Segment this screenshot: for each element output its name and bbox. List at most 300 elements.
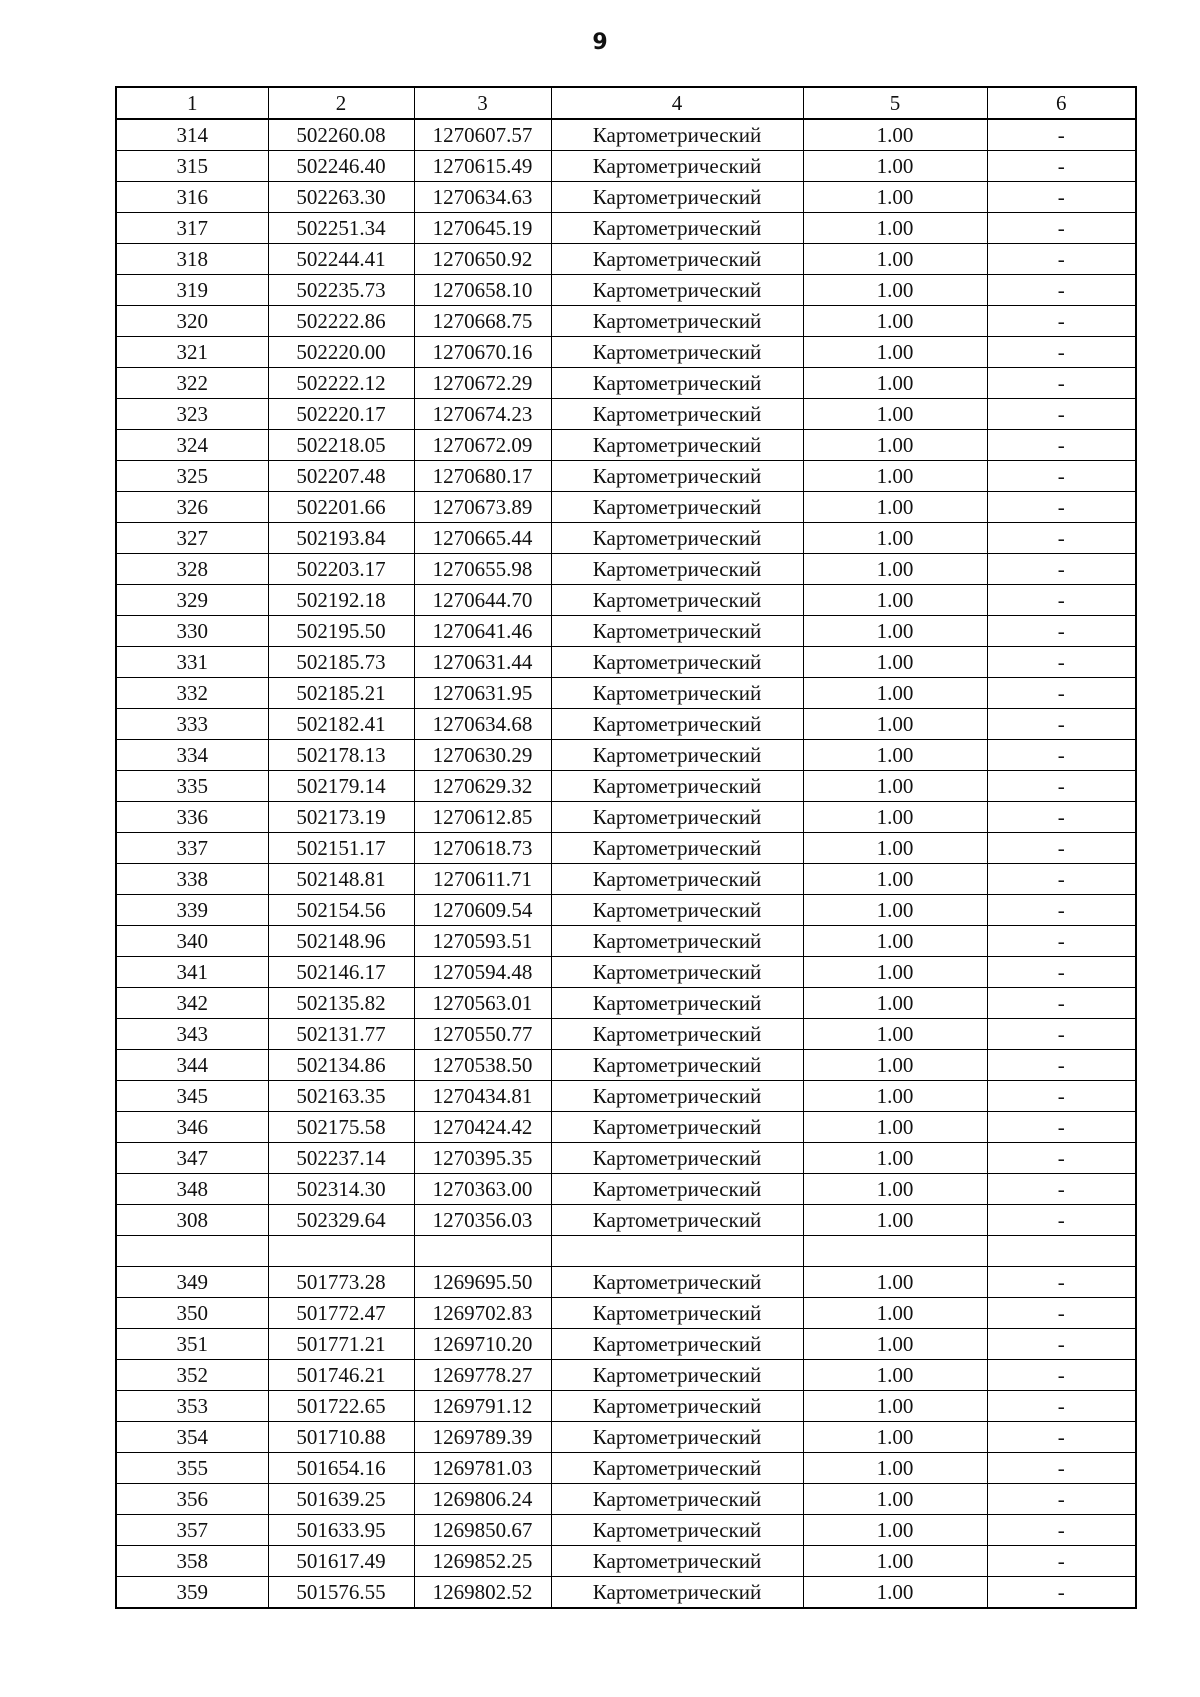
note-cell: - bbox=[987, 1019, 1136, 1050]
accuracy-cell: 1.00 bbox=[803, 244, 987, 275]
method-cell: Картометрический bbox=[551, 492, 803, 523]
table-row bbox=[116, 1267, 1136, 1298]
accuracy-cell: 1.00 bbox=[803, 1484, 987, 1515]
x-coordinate-cell: 501772.47 bbox=[268, 1298, 414, 1329]
x-coordinate-cell: 502201.66 bbox=[268, 492, 414, 523]
x-coordinate-cell: 502148.81 bbox=[268, 864, 414, 895]
note-cell: - bbox=[987, 1205, 1136, 1236]
point-number-cell: 357 bbox=[116, 1515, 268, 1546]
point-number-cell: 332 bbox=[116, 678, 268, 709]
note-cell: - bbox=[987, 523, 1136, 554]
accuracy-cell: 1.00 bbox=[803, 399, 987, 430]
table-row bbox=[116, 275, 1136, 306]
header-cell-3: 3 bbox=[414, 87, 551, 119]
accuracy-cell: 1.00 bbox=[803, 1422, 987, 1453]
method-cell: Картометрический bbox=[551, 1329, 803, 1360]
x-coordinate-cell: 502237.14 bbox=[268, 1143, 414, 1174]
table-row bbox=[116, 1174, 1136, 1205]
note-cell: - bbox=[987, 585, 1136, 616]
accuracy-cell: 1.00 bbox=[803, 213, 987, 244]
x-coordinate-cell: 502135.82 bbox=[268, 988, 414, 1019]
point-number-cell: 340 bbox=[116, 926, 268, 957]
note-cell: - bbox=[987, 1360, 1136, 1391]
y-coordinate-cell: 1269778.27 bbox=[414, 1360, 551, 1391]
y-coordinate-cell: 1269850.67 bbox=[414, 1515, 551, 1546]
x-coordinate-cell: 502222.86 bbox=[268, 306, 414, 337]
method-cell: Картометрический bbox=[551, 399, 803, 430]
table-row bbox=[116, 1546, 1136, 1577]
accuracy-cell: 1.00 bbox=[803, 430, 987, 461]
y-coordinate-cell: 1270673.89 bbox=[414, 492, 551, 523]
table-row bbox=[116, 244, 1136, 275]
method-cell: Картометрический bbox=[551, 337, 803, 368]
accuracy-cell: 1.00 bbox=[803, 1360, 987, 1391]
x-coordinate-cell: 502151.17 bbox=[268, 833, 414, 864]
accuracy-cell: 1.00 bbox=[803, 492, 987, 523]
point-number-cell: 352 bbox=[116, 1360, 268, 1391]
x-coordinate-cell: 502185.73 bbox=[268, 647, 414, 678]
point-number-cell: 347 bbox=[116, 1143, 268, 1174]
point-number-cell: 333 bbox=[116, 709, 268, 740]
table-row bbox=[116, 182, 1136, 213]
table-row bbox=[116, 926, 1136, 957]
table-row bbox=[116, 368, 1136, 399]
note-cell: - bbox=[987, 771, 1136, 802]
note-cell: - bbox=[987, 1143, 1136, 1174]
table-row bbox=[116, 709, 1136, 740]
y-coordinate-cell: 1270612.85 bbox=[414, 802, 551, 833]
y-coordinate-cell: 1270563.01 bbox=[414, 988, 551, 1019]
point-number-cell: 358 bbox=[116, 1546, 268, 1577]
note-cell: - bbox=[987, 275, 1136, 306]
table-row bbox=[116, 554, 1136, 585]
method-cell: Картометрический bbox=[551, 1112, 803, 1143]
y-coordinate-cell: 1270631.44 bbox=[414, 647, 551, 678]
accuracy-cell: 1.00 bbox=[803, 988, 987, 1019]
x-coordinate-cell: 502193.84 bbox=[268, 523, 414, 554]
method-cell: Картометрический bbox=[551, 1143, 803, 1174]
y-coordinate-cell: 1269781.03 bbox=[414, 1453, 551, 1484]
point-number-cell: 317 bbox=[116, 213, 268, 244]
accuracy-cell: 1.00 bbox=[803, 1546, 987, 1577]
table-row bbox=[116, 1298, 1136, 1329]
method-cell: Картометрический bbox=[551, 1019, 803, 1050]
method-cell: Картометрический bbox=[551, 926, 803, 957]
header-cell-1: 1 bbox=[116, 87, 268, 119]
accuracy-cell: 1.00 bbox=[803, 461, 987, 492]
y-coordinate-cell bbox=[414, 1236, 551, 1267]
accuracy-cell: 1.00 bbox=[803, 523, 987, 554]
point-number-cell: 353 bbox=[116, 1391, 268, 1422]
method-cell: Картометрический bbox=[551, 740, 803, 771]
method-cell: Картометрический bbox=[551, 1050, 803, 1081]
x-coordinate-cell: 502131.77 bbox=[268, 1019, 414, 1050]
accuracy-cell: 1.00 bbox=[803, 368, 987, 399]
note-cell: - bbox=[987, 957, 1136, 988]
table-body bbox=[116, 119, 1136, 1608]
y-coordinate-cell: 1269852.25 bbox=[414, 1546, 551, 1577]
point-number-cell: 324 bbox=[116, 430, 268, 461]
note-cell: - bbox=[987, 399, 1136, 430]
x-coordinate-cell: 502192.18 bbox=[268, 585, 414, 616]
method-cell: Картометрический bbox=[551, 1422, 803, 1453]
x-coordinate-cell: 501722.65 bbox=[268, 1391, 414, 1422]
table-row bbox=[116, 1484, 1136, 1515]
accuracy-cell: 1.00 bbox=[803, 864, 987, 895]
method-cell: Картометрический bbox=[551, 988, 803, 1019]
point-number-cell: 308 bbox=[116, 1205, 268, 1236]
accuracy-cell: 1.00 bbox=[803, 740, 987, 771]
x-coordinate-cell: 501773.28 bbox=[268, 1267, 414, 1298]
page-number: 9 bbox=[592, 30, 608, 55]
y-coordinate-cell: 1270631.95 bbox=[414, 678, 551, 709]
note-cell: - bbox=[987, 616, 1136, 647]
y-coordinate-cell: 1270593.51 bbox=[414, 926, 551, 957]
x-coordinate-cell: 502207.48 bbox=[268, 461, 414, 492]
x-coordinate-cell: 502178.13 bbox=[268, 740, 414, 771]
table-row bbox=[116, 1515, 1136, 1546]
point-number-cell: 319 bbox=[116, 275, 268, 306]
note-cell: - bbox=[987, 678, 1136, 709]
x-coordinate-cell: 501639.25 bbox=[268, 1484, 414, 1515]
y-coordinate-cell: 1270674.23 bbox=[414, 399, 551, 430]
table-row bbox=[116, 492, 1136, 523]
table-row bbox=[116, 1205, 1136, 1236]
point-number-cell: 348 bbox=[116, 1174, 268, 1205]
point-number-cell: 327 bbox=[116, 523, 268, 554]
point-number-cell: 354 bbox=[116, 1422, 268, 1453]
y-coordinate-cell: 1270658.10 bbox=[414, 275, 551, 306]
note-cell: - bbox=[987, 337, 1136, 368]
point-number-cell: 325 bbox=[116, 461, 268, 492]
point-number-cell: 345 bbox=[116, 1081, 268, 1112]
point-number-cell: 343 bbox=[116, 1019, 268, 1050]
accuracy-cell: 1.00 bbox=[803, 585, 987, 616]
table-row bbox=[116, 1329, 1136, 1360]
accuracy-cell: 1.00 bbox=[803, 771, 987, 802]
x-coordinate-cell: 502246.40 bbox=[268, 151, 414, 182]
y-coordinate-cell: 1270672.29 bbox=[414, 368, 551, 399]
y-coordinate-cell: 1270672.09 bbox=[414, 430, 551, 461]
y-coordinate-cell: 1270611.71 bbox=[414, 864, 551, 895]
table-row bbox=[116, 1391, 1136, 1422]
accuracy-cell: 1.00 bbox=[803, 151, 987, 182]
note-cell: - bbox=[987, 306, 1136, 337]
accuracy-cell: 1.00 bbox=[803, 1050, 987, 1081]
x-coordinate-cell: 502218.05 bbox=[268, 430, 414, 461]
note-cell: - bbox=[987, 802, 1136, 833]
y-coordinate-cell: 1270680.17 bbox=[414, 461, 551, 492]
point-number-cell: 350 bbox=[116, 1298, 268, 1329]
table-row bbox=[116, 1050, 1136, 1081]
x-coordinate-cell: 502260.08 bbox=[268, 119, 414, 151]
method-cell: Картометрический bbox=[551, 1546, 803, 1577]
accuracy-cell: 1.00 bbox=[803, 833, 987, 864]
note-cell: - bbox=[987, 988, 1136, 1019]
header-cell-4: 4 bbox=[551, 87, 803, 119]
note-cell: - bbox=[987, 647, 1136, 678]
y-coordinate-cell: 1270424.42 bbox=[414, 1112, 551, 1143]
point-number-cell: 334 bbox=[116, 740, 268, 771]
y-coordinate-cell: 1270655.98 bbox=[414, 554, 551, 585]
y-coordinate-cell: 1270634.63 bbox=[414, 182, 551, 213]
method-cell bbox=[551, 1236, 803, 1267]
method-cell: Картометрический bbox=[551, 1577, 803, 1609]
note-cell: - bbox=[987, 213, 1136, 244]
method-cell: Картометрический bbox=[551, 306, 803, 337]
point-number-cell: 351 bbox=[116, 1329, 268, 1360]
method-cell: Картометрический bbox=[551, 1360, 803, 1391]
note-cell: - bbox=[987, 244, 1136, 275]
note-cell: - bbox=[987, 1174, 1136, 1205]
x-coordinate-cell: 502220.17 bbox=[268, 399, 414, 430]
y-coordinate-cell: 1270650.92 bbox=[414, 244, 551, 275]
accuracy-cell: 1.00 bbox=[803, 275, 987, 306]
x-coordinate-cell: 502220.00 bbox=[268, 337, 414, 368]
method-cell: Картометрический bbox=[551, 1515, 803, 1546]
accuracy-cell: 1.00 bbox=[803, 957, 987, 988]
x-coordinate-cell: 502195.50 bbox=[268, 616, 414, 647]
point-number-cell: 349 bbox=[116, 1267, 268, 1298]
note-cell: - bbox=[987, 1050, 1136, 1081]
table-row bbox=[116, 213, 1136, 244]
point-number-cell: 346 bbox=[116, 1112, 268, 1143]
accuracy-cell: 1.00 bbox=[803, 678, 987, 709]
x-coordinate-cell: 501710.88 bbox=[268, 1422, 414, 1453]
table-row bbox=[116, 740, 1136, 771]
coordinates-table bbox=[115, 86, 1137, 1609]
method-cell: Картометрический bbox=[551, 430, 803, 461]
x-coordinate-cell: 502173.19 bbox=[268, 802, 414, 833]
point-number-cell: 321 bbox=[116, 337, 268, 368]
y-coordinate-cell: 1270395.35 bbox=[414, 1143, 551, 1174]
note-cell: - bbox=[987, 430, 1136, 461]
table-row bbox=[116, 306, 1136, 337]
point-number-cell: 326 bbox=[116, 492, 268, 523]
method-cell: Картометрический bbox=[551, 771, 803, 802]
point-number-cell: 342 bbox=[116, 988, 268, 1019]
table-header-row bbox=[116, 87, 1136, 119]
table-row bbox=[116, 1236, 1136, 1267]
accuracy-cell: 1.00 bbox=[803, 1515, 987, 1546]
method-cell: Картометрический bbox=[551, 616, 803, 647]
accuracy-cell bbox=[803, 1236, 987, 1267]
accuracy-cell: 1.00 bbox=[803, 1019, 987, 1050]
method-cell: Картометрический bbox=[551, 1298, 803, 1329]
method-cell: Картометрический bbox=[551, 864, 803, 895]
table-row bbox=[116, 1422, 1136, 1453]
method-cell: Картометрический bbox=[551, 461, 803, 492]
point-number-cell: 344 bbox=[116, 1050, 268, 1081]
table-row bbox=[116, 1360, 1136, 1391]
note-cell: - bbox=[987, 1484, 1136, 1515]
table-row bbox=[116, 1081, 1136, 1112]
note-cell: - bbox=[987, 1577, 1136, 1609]
point-number-cell: 315 bbox=[116, 151, 268, 182]
y-coordinate-cell: 1270644.70 bbox=[414, 585, 551, 616]
x-coordinate-cell: 502314.30 bbox=[268, 1174, 414, 1205]
table-row bbox=[116, 337, 1136, 368]
table-row bbox=[116, 151, 1136, 182]
note-cell: - bbox=[987, 1453, 1136, 1484]
accuracy-cell: 1.00 bbox=[803, 306, 987, 337]
method-cell: Картометрический bbox=[551, 1174, 803, 1205]
note-cell: - bbox=[987, 1298, 1136, 1329]
note-cell: - bbox=[987, 833, 1136, 864]
accuracy-cell: 1.00 bbox=[803, 554, 987, 585]
table-row bbox=[116, 771, 1136, 802]
x-coordinate-cell: 501617.49 bbox=[268, 1546, 414, 1577]
y-coordinate-cell: 1270618.73 bbox=[414, 833, 551, 864]
y-coordinate-cell: 1270615.49 bbox=[414, 151, 551, 182]
accuracy-cell: 1.00 bbox=[803, 1205, 987, 1236]
note-cell: - bbox=[987, 1422, 1136, 1453]
method-cell: Картометрический bbox=[551, 585, 803, 616]
y-coordinate-cell: 1270609.54 bbox=[414, 895, 551, 926]
accuracy-cell: 1.00 bbox=[803, 1143, 987, 1174]
accuracy-cell: 1.00 bbox=[803, 1267, 987, 1298]
accuracy-cell: 1.00 bbox=[803, 926, 987, 957]
method-cell: Картометрический bbox=[551, 119, 803, 151]
table-row bbox=[116, 1577, 1136, 1609]
point-number-cell: 359 bbox=[116, 1577, 268, 1609]
y-coordinate-cell: 1270356.03 bbox=[414, 1205, 551, 1236]
method-cell: Картометрический bbox=[551, 1205, 803, 1236]
y-coordinate-cell: 1270363.00 bbox=[414, 1174, 551, 1205]
point-number-cell: 322 bbox=[116, 368, 268, 399]
point-number-cell: 329 bbox=[116, 585, 268, 616]
method-cell: Картометрический bbox=[551, 244, 803, 275]
accuracy-cell: 1.00 bbox=[803, 1174, 987, 1205]
header-cell-2: 2 bbox=[268, 87, 414, 119]
y-coordinate-cell: 1270607.57 bbox=[414, 119, 551, 151]
point-number-cell: 331 bbox=[116, 647, 268, 678]
y-coordinate-cell: 1270645.19 bbox=[414, 213, 551, 244]
point-number-cell: 338 bbox=[116, 864, 268, 895]
point-number-cell: 316 bbox=[116, 182, 268, 213]
y-coordinate-cell: 1269702.83 bbox=[414, 1298, 551, 1329]
accuracy-cell: 1.00 bbox=[803, 647, 987, 678]
point-number-cell: 318 bbox=[116, 244, 268, 275]
accuracy-cell: 1.00 bbox=[803, 1112, 987, 1143]
accuracy-cell: 1.00 bbox=[803, 337, 987, 368]
table-row bbox=[116, 1112, 1136, 1143]
accuracy-cell: 1.00 bbox=[803, 1298, 987, 1329]
x-coordinate-cell: 502175.58 bbox=[268, 1112, 414, 1143]
point-number-cell: 328 bbox=[116, 554, 268, 585]
note-cell: - bbox=[987, 1329, 1136, 1360]
table-row bbox=[116, 802, 1136, 833]
point-number-cell bbox=[116, 1236, 268, 1267]
note-cell: - bbox=[987, 492, 1136, 523]
y-coordinate-cell: 1270594.48 bbox=[414, 957, 551, 988]
x-coordinate-cell: 501633.95 bbox=[268, 1515, 414, 1546]
x-coordinate-cell: 502263.30 bbox=[268, 182, 414, 213]
note-cell: - bbox=[987, 1112, 1136, 1143]
note-cell: - bbox=[987, 1515, 1136, 1546]
y-coordinate-cell: 1269710.20 bbox=[414, 1329, 551, 1360]
point-number-cell: 341 bbox=[116, 957, 268, 988]
accuracy-cell: 1.00 bbox=[803, 182, 987, 213]
table-row bbox=[116, 957, 1136, 988]
point-number-cell: 314 bbox=[116, 119, 268, 151]
point-number-cell: 339 bbox=[116, 895, 268, 926]
table-row bbox=[116, 895, 1136, 926]
point-number-cell: 356 bbox=[116, 1484, 268, 1515]
x-coordinate-cell: 502329.64 bbox=[268, 1205, 414, 1236]
method-cell: Картометрический bbox=[551, 1391, 803, 1422]
x-coordinate-cell: 501746.21 bbox=[268, 1360, 414, 1391]
accuracy-cell: 1.00 bbox=[803, 802, 987, 833]
accuracy-cell: 1.00 bbox=[803, 616, 987, 647]
note-cell: - bbox=[987, 182, 1136, 213]
table-row bbox=[116, 461, 1136, 492]
table-row bbox=[116, 678, 1136, 709]
point-number-cell: 320 bbox=[116, 306, 268, 337]
y-coordinate-cell: 1269806.24 bbox=[414, 1484, 551, 1515]
table-row bbox=[116, 616, 1136, 647]
note-cell: - bbox=[987, 1267, 1136, 1298]
y-coordinate-cell: 1270550.77 bbox=[414, 1019, 551, 1050]
point-number-cell: 330 bbox=[116, 616, 268, 647]
table-row bbox=[116, 399, 1136, 430]
x-coordinate-cell: 502154.56 bbox=[268, 895, 414, 926]
table-row bbox=[116, 585, 1136, 616]
note-cell: - bbox=[987, 1391, 1136, 1422]
y-coordinate-cell: 1269695.50 bbox=[414, 1267, 551, 1298]
point-number-cell: 336 bbox=[116, 802, 268, 833]
x-coordinate-cell: 502185.21 bbox=[268, 678, 414, 709]
header-cell-5: 5 bbox=[803, 87, 987, 119]
accuracy-cell: 1.00 bbox=[803, 1453, 987, 1484]
point-number-cell: 337 bbox=[116, 833, 268, 864]
method-cell: Картометрический bbox=[551, 275, 803, 306]
note-cell: - bbox=[987, 368, 1136, 399]
y-coordinate-cell: 1270641.46 bbox=[414, 616, 551, 647]
accuracy-cell: 1.00 bbox=[803, 1329, 987, 1360]
note-cell bbox=[987, 1236, 1136, 1267]
x-coordinate-cell: 502251.34 bbox=[268, 213, 414, 244]
table-row bbox=[116, 1019, 1136, 1050]
y-coordinate-cell: 1270665.44 bbox=[414, 523, 551, 554]
method-cell: Картометрический bbox=[551, 833, 803, 864]
table-row bbox=[116, 864, 1136, 895]
table-row bbox=[116, 119, 1136, 151]
method-cell: Картометрический bbox=[551, 554, 803, 585]
note-cell: - bbox=[987, 864, 1136, 895]
note-cell: - bbox=[987, 1546, 1136, 1577]
accuracy-cell: 1.00 bbox=[803, 1391, 987, 1422]
method-cell: Картометрический bbox=[551, 1267, 803, 1298]
point-number-cell: 323 bbox=[116, 399, 268, 430]
x-coordinate-cell: 502146.17 bbox=[268, 957, 414, 988]
point-number-cell: 335 bbox=[116, 771, 268, 802]
x-coordinate-cell: 501576.55 bbox=[268, 1577, 414, 1609]
method-cell: Картометрический bbox=[551, 1081, 803, 1112]
x-coordinate-cell: 502179.14 bbox=[268, 771, 414, 802]
x-coordinate-cell bbox=[268, 1236, 414, 1267]
x-coordinate-cell: 502182.41 bbox=[268, 709, 414, 740]
table-row bbox=[116, 523, 1136, 554]
x-coordinate-cell: 502148.96 bbox=[268, 926, 414, 957]
accuracy-cell: 1.00 bbox=[803, 1577, 987, 1609]
x-coordinate-cell: 502163.35 bbox=[268, 1081, 414, 1112]
y-coordinate-cell: 1270629.32 bbox=[414, 771, 551, 802]
header-cell-6: 6 bbox=[987, 87, 1136, 119]
method-cell: Картометрический bbox=[551, 1453, 803, 1484]
method-cell: Картометрический bbox=[551, 523, 803, 554]
accuracy-cell: 1.00 bbox=[803, 895, 987, 926]
